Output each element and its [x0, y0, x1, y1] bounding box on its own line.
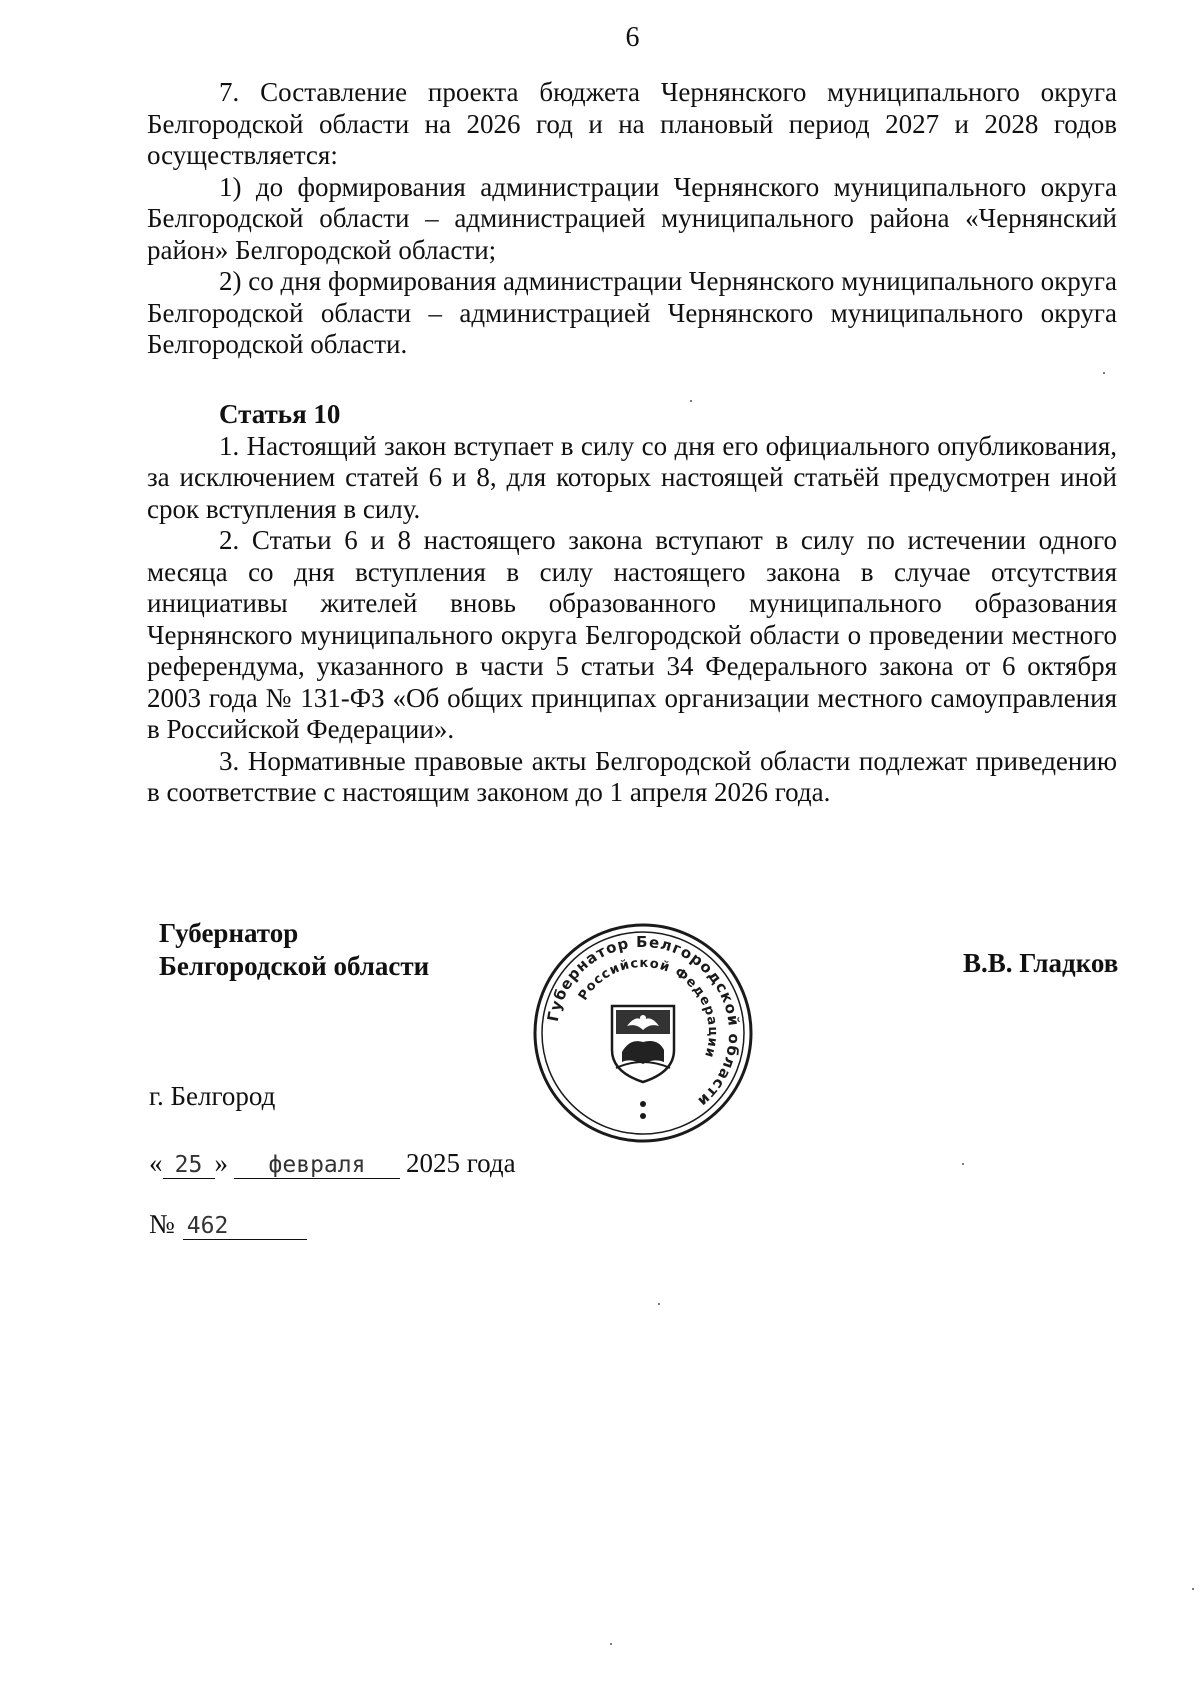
- date-close-quote: »: [214, 1148, 228, 1178]
- signing-date: [149, 1148, 516, 1179]
- signatory-title-line-2: Белгородской области: [159, 951, 430, 981]
- clause-7-intro: 7. Составление проекта бюджета Чернянского муниципального округа Белгородской области на 2026 год и на плановый период 2027 и 2028 годов осуществляется:: [147, 77, 1117, 170]
- scan-speck: [690, 400, 692, 402]
- article-heading: Статья 10: [219, 399, 341, 429]
- signatory-title-line-1: Губернатор: [159, 918, 299, 948]
- scan-speck: [1192, 1588, 1194, 1590]
- article-10-paragraph-1: 1. Настоящий закон вступает в силу со дня его официального опубликования, за исключением статей 6 и 8, для которых настоящей статьёй предусмотрен иной срок вступления в силу.: [147, 430, 1117, 524]
- scan-speck: [658, 1303, 660, 1305]
- scan-speck: [1103, 372, 1105, 374]
- signatory-title: [159, 917, 429, 983]
- article-10: [147, 399, 1117, 809]
- document-number-label: №: [149, 1209, 175, 1239]
- date-year: 2025 года: [406, 1148, 516, 1178]
- document-number: [149, 1209, 307, 1240]
- clause-7-item-2: 2) со дня формирования администрации Чернянского муниципального округа Белгородской области – администрацией Чернянского муниципального округа Белгородской области.: [147, 266, 1117, 359]
- article-10-paragraph-2: 2. Статьи 6 и 8 настоящего закона вступают в силу по истечении одного месяца со дня вступления в силу настоящего закона в случае отсутствия инициативы жителей вновь образованного муниципального образования Чернянского муниципального округа Белгородской области о проведении местного референдума, указанного в части 5 статьи 34 Федерального закона от 6 октября 2003 года № 131-ФЗ «Об общих принципах организации местного самоуправления в Российской Федерации».: [147, 525, 1117, 744]
- clause-7: [147, 77, 1117, 361]
- page-number: 6: [625, 22, 640, 53]
- seal-inner-text: Российской Федерации: [575, 955, 721, 1061]
- date-month: февраля: [234, 1152, 400, 1179]
- place-of-signing: г. Белгород: [149, 1081, 276, 1111]
- clause-7-item-1: 1) до формирования администрации Чернянского муниципального округа Белгородской области – администрацией муниципального района «Чернянский район» Белгородской области;: [147, 171, 1117, 265]
- date-day: 25: [163, 1152, 215, 1179]
- signatory-name: В.В. Гладков: [963, 948, 1119, 978]
- scan-speck: [610, 1643, 612, 1645]
- document-number-value: 462: [183, 1213, 307, 1240]
- seal-outer-text: Губернатор Белгородской области: [543, 932, 744, 1111]
- article-10-paragraph-3: 3. Нормативные правовые акты Белгородской области подлежат приведению в соответствие с настоящим законом до 1 апреля 2026 года.: [147, 745, 1117, 807]
- seal-stamp-icon: [532, 922, 754, 1144]
- date-open-quote: «: [149, 1148, 163, 1178]
- scan-speck: [962, 1163, 964, 1165]
